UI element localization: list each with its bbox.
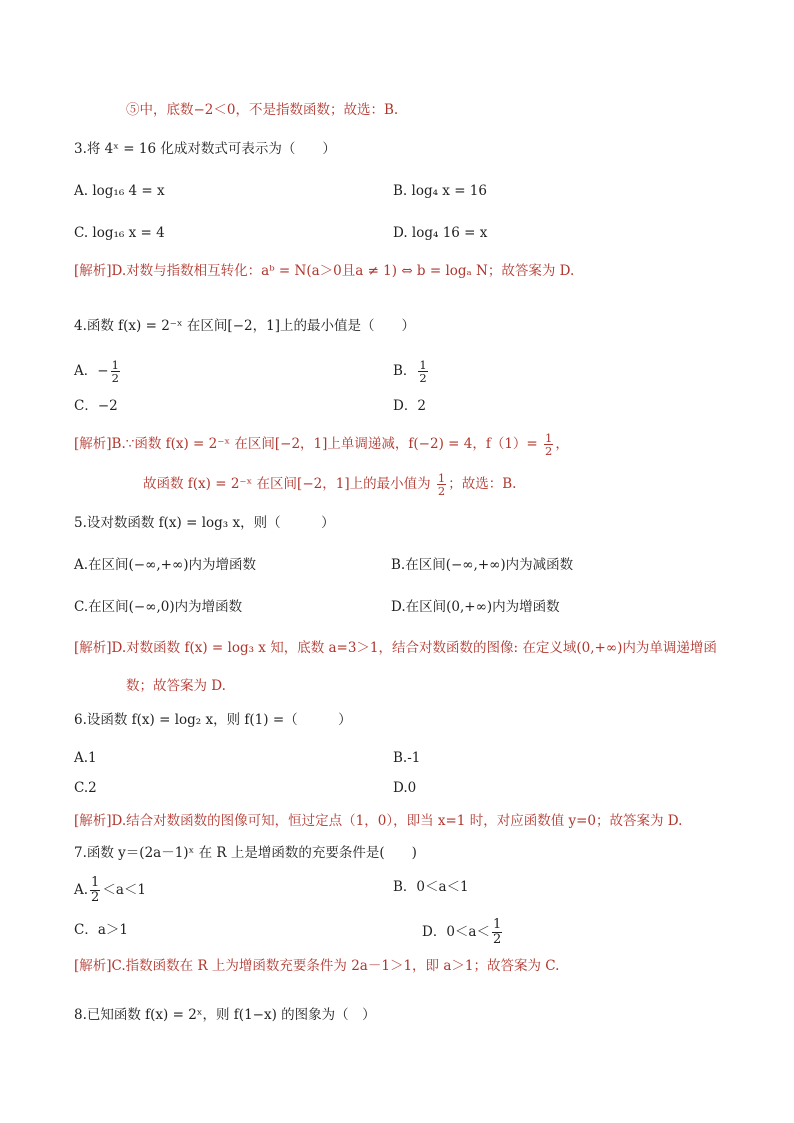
q5-option-a: A.在区间(−∞,+∞)内为增函数 [74,557,256,573]
q4-analysis [74,432,569,457]
fraction-numerator: 1 [111,358,119,372]
q6-option-b: B.-1 [393,750,421,766]
q7-analysis: [解析]C.指数函数在 R 上为增函数充要条件为 2a－1＞1，即 a＞1；故答案为 C. [74,958,560,974]
q3-option-a: A. log₁₆ 4 = x [74,183,165,199]
q5-option-d: D.在区间(0,+∞)内为增函数 [391,599,560,615]
prev-answer-tail: ⑤中，底数−2＜0，不是指数函数；故选：B. [126,102,399,118]
q3-option-b: B. log₄ x = 16 [393,183,487,199]
fraction-denominator: 2 [419,371,427,385]
q4-option-c: C．−2 [74,398,118,414]
question-5: 5.设对数函数 f(x) = log₃ x，则（ ） [74,515,335,531]
q5-analysis-line2: 数；故答案为 D. [126,678,226,694]
q4-analysis-text: [解析]B.∵函数 f(x) = 2⁻ˣ 在区间[−2，1]上单调递减，f(−2) = 4，f（1）= [74,436,543,452]
fraction-denominator: 2 [545,444,553,458]
q5-option-b: B.在区间(−∞,+∞)内为减函数 [391,557,574,573]
fraction-numerator: 1 [91,875,100,890]
fraction-denominator: 2 [492,932,502,947]
q3-option-d: D. log₄ 16 = x [393,225,488,241]
question-8: 8.已知函数 f(x) = 2ˣ，则 f(1−x) 的图象为（ ） [74,1007,376,1023]
fraction-numerator: 1 [492,917,502,932]
q6-analysis: [解析]D.结合对数函数的图像可知，恒过定点（1，0），即当 x=1 时，对应函数值 y=0；故答案为 D. [74,813,683,829]
q4-analysis-line2-text: 故函数 f(x) = 2⁻ˣ 在区间[−2，1]上的最小值为 [143,476,435,492]
q7-option-a [74,876,146,905]
fraction [418,359,427,384]
q4-option-d: D．2 [393,398,426,414]
question-7: 7.函数 y＝(2a－1)ˣ 在 R 上是增函数的充要条件是( ) [74,845,417,861]
q6-option-a: A.1 [74,750,97,766]
q4-analysis-line2-end: ；故选：B. [448,476,517,492]
question-4: 4.函数 f(x) = 2⁻ˣ 在区间[−2，1]上的最小值是（ ） [74,318,415,334]
fraction [437,472,446,497]
q7-option-b: B．0＜a＜1 [393,879,469,895]
q4-option-a-label: A．− [74,363,109,379]
q3-option-c: C. log₁₆ x = 4 [74,225,165,241]
q4-option-b-label: B． [393,363,417,379]
fraction-numerator: 1 [419,358,427,372]
fraction-numerator: 1 [545,431,553,445]
question-3: 3.将 4ˣ = 16 化成对数式可表示为（ ） [74,141,336,157]
q4-option-a [74,359,122,384]
q7-option-a-label: A. [74,882,89,898]
q7-option-d [422,918,504,947]
fraction-denominator: 2 [91,890,100,905]
fraction-numerator: 1 [437,471,446,485]
fraction-denominator: 2 [111,371,119,385]
fraction [90,876,100,905]
fraction [544,432,553,457]
fraction [492,918,502,947]
q4-option-b [393,359,430,384]
q6-option-c: C.2 [74,780,97,796]
q7-option-d-label: D．0＜a＜ [422,924,490,940]
q7-option-c: C．a＞1 [74,922,128,938]
q4-analysis-end: ， [555,436,569,452]
q6-option-d: D.0 [393,780,417,796]
q5-option-c: C.在区间(−∞,0)内为增函数 [74,599,243,615]
q4-analysis-line2 [143,472,516,497]
fraction [111,359,120,384]
fraction-denominator: 2 [437,484,446,498]
question-6: 6.设函数 f(x) = log₂ x，则 f(1) =（ ） [74,712,352,728]
q5-analysis: [解析]D.对数函数 f(x) = log₃ x 知，底数 a=3＞1，结合对数函数的图像: 在定义域(0,+∞)内为单调递增函 [74,640,717,656]
q7-option-a-rest: ＜a＜1 [102,882,146,898]
q3-analysis: [解析]D.对数与指数相互转化：aᵇ = N(a＞0且a ≠ 1) ⇔ b = logₐ N；故答案为 D. [74,263,575,279]
